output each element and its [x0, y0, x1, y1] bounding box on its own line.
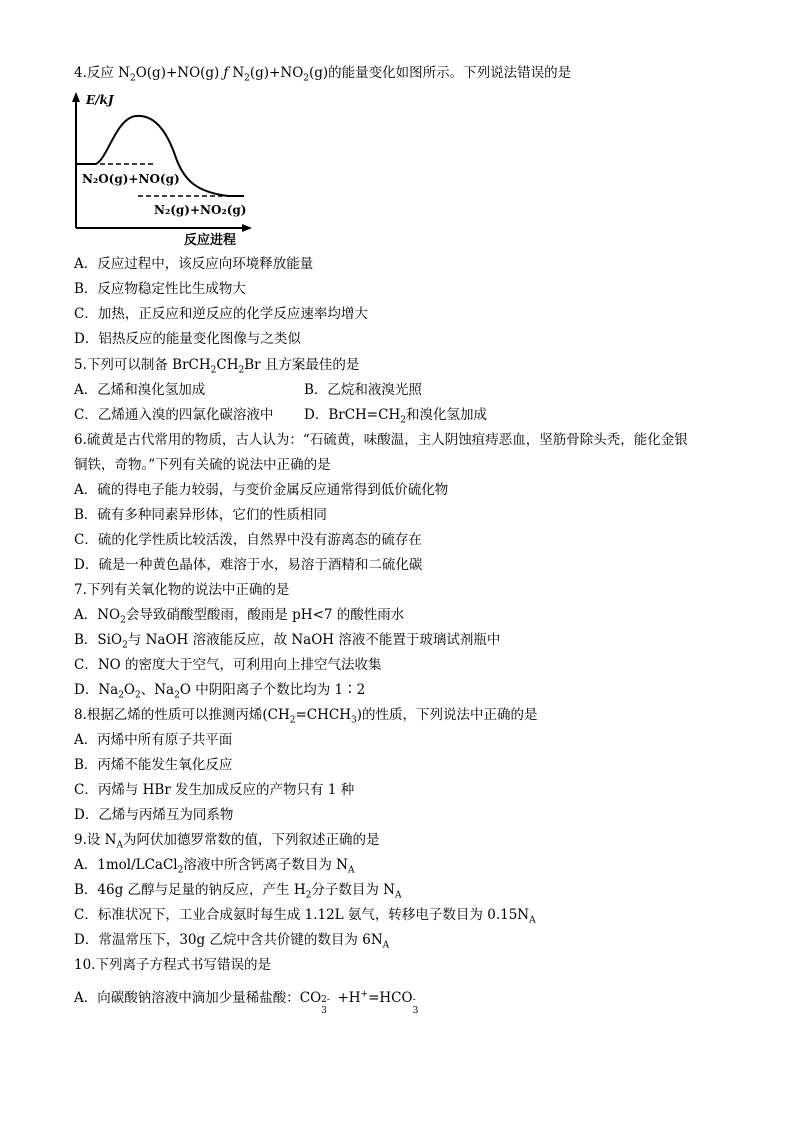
- q4-option-c: C．加热，正反应和逆反应的化学反应速率均增大: [74, 306, 368, 322]
- q4-option-d: D．铝热反应的能量变化图像与之类似: [74, 331, 301, 347]
- q5-option-c: C．乙烯通入溴的四氯化碳溶液中: [74, 407, 274, 423]
- q4-stem: 4.反应 $N_2O(g)+NO(g)$ ƒ $N_2(g)+NO_2(g)$的能量变化如图所示。下列说法错误的是: [74, 65, 572, 84]
- x-axis-arrow: [242, 224, 252, 232]
- q9-option-c: C．标准状况下，工业合成氨时每生成 1.12L 氨气，转移电子数目为 $0.15N_A$: [74, 907, 536, 926]
- q8-option-a: A．丙烯中所有原子共平面: [74, 732, 233, 748]
- q9-option-a: A．1mol/LCaCl$_2$溶液中所含钙离子数目为 $N_A$: [74, 857, 355, 876]
- q7-option-b: B．SiO$_2$与 NaOH 溶液能反应，故 NaOH 溶液不能置于玻璃试剂瓶中: [74, 632, 501, 651]
- q6-option-a: A．硫的得电子能力较弱，与变价金属反应通常得到低价硫化物: [74, 482, 449, 498]
- q5-stem: 5.下列可以制备 $BrCH_2CH_2Br$ 且方案最佳的是: [74, 357, 360, 376]
- q6-option-d: D．硫是一种黄色晶体，难溶于水，易溶于酒精和二硫化碳: [74, 557, 423, 573]
- q6-stem-line2: 铜铁，奇物。”下列有关硫的说法中正确的是: [74, 457, 331, 473]
- q4-option-a: A．反应过程中，该反应向环境释放能量: [74, 256, 314, 272]
- q8-option-d: D．乙烯与丙烯互为同系物: [74, 807, 234, 823]
- q8-option-c: C．丙烯与 HBr 发生加成反应的产物只有 1 种: [74, 782, 355, 798]
- q10-stem: 10.下列离子方程式书写错误的是: [74, 957, 271, 973]
- q8-option-b: B．丙烯不能发生氧化反应: [74, 757, 233, 773]
- q5-row1: [74, 381, 205, 399]
- q5-option-d: D．$BrCH=CH_2$和溴化氢加成: [304, 407, 487, 426]
- q9-stem: 9.设 $N_A$为阿伏加德罗常数的值，下列叙述正确的是: [74, 832, 380, 851]
- product-label: N₂(g)+NO₂(g): [154, 203, 247, 217]
- q7-option-d: D．$Na_2O_2$、$Na_2O$ 中阴阳离子个数比均为 1∶2: [74, 682, 366, 701]
- q4-option-b: B．反应物稳定性比生成物大: [74, 281, 246, 297]
- x-axis-label: 反应进程: [184, 233, 237, 248]
- q7-option-a: A．$NO_2$会导致硝酸型酸雨，酸雨是 pH<7 的酸性雨水: [74, 607, 405, 626]
- q6-option-b: B．硫有多种同素异形体，它们的性质相同: [74, 507, 327, 523]
- q8-stem: 8.根据乙烯的性质可以推测丙烯$(CH_2=CHCH_3)$的性质，下列说法中正确的是: [74, 707, 538, 726]
- q7-stem: 7.下列有关氧化物的说法中正确的是: [74, 582, 290, 598]
- reactant-label: N₂O(g)+NO(g): [82, 172, 180, 186]
- y-axis-label: E/kJ: [86, 93, 114, 107]
- energy-diagram: [68, 88, 258, 248]
- y-axis-arrow: [72, 92, 80, 102]
- q6-option-c: C．硫的化学性质比较活泼，自然界中没有游离态的硫存在: [74, 532, 422, 548]
- q5-option-b: B．乙烷和液溴光照: [304, 382, 422, 398]
- q7-option-c: C．NO 的密度大于空气，可利用向上排空气法收集: [74, 657, 382, 673]
- q9-option-b: B．46g 乙醇与足量的钠反应，产生 $H_2$分子数目为 $N_A$: [74, 882, 402, 901]
- q6-stem-line1: 6.硫黄是古代常用的物质，古人认为：“石硫黄，味酸温，主人阴蚀疽痔恶血，坚筋骨除头秃，能化金银: [74, 432, 688, 448]
- q9-option-d: D．常温常压下，30g 乙烷中含共价键的数目为 $6N_A$: [74, 932, 390, 951]
- q5-option-a: A．乙烯和溴化氢加成: [74, 382, 206, 398]
- q10-option-a: A．向碳酸钠溶液中滴加少量稀盐酸：CO 2- 3 +H+=HCO - 3: [74, 989, 419, 1016]
